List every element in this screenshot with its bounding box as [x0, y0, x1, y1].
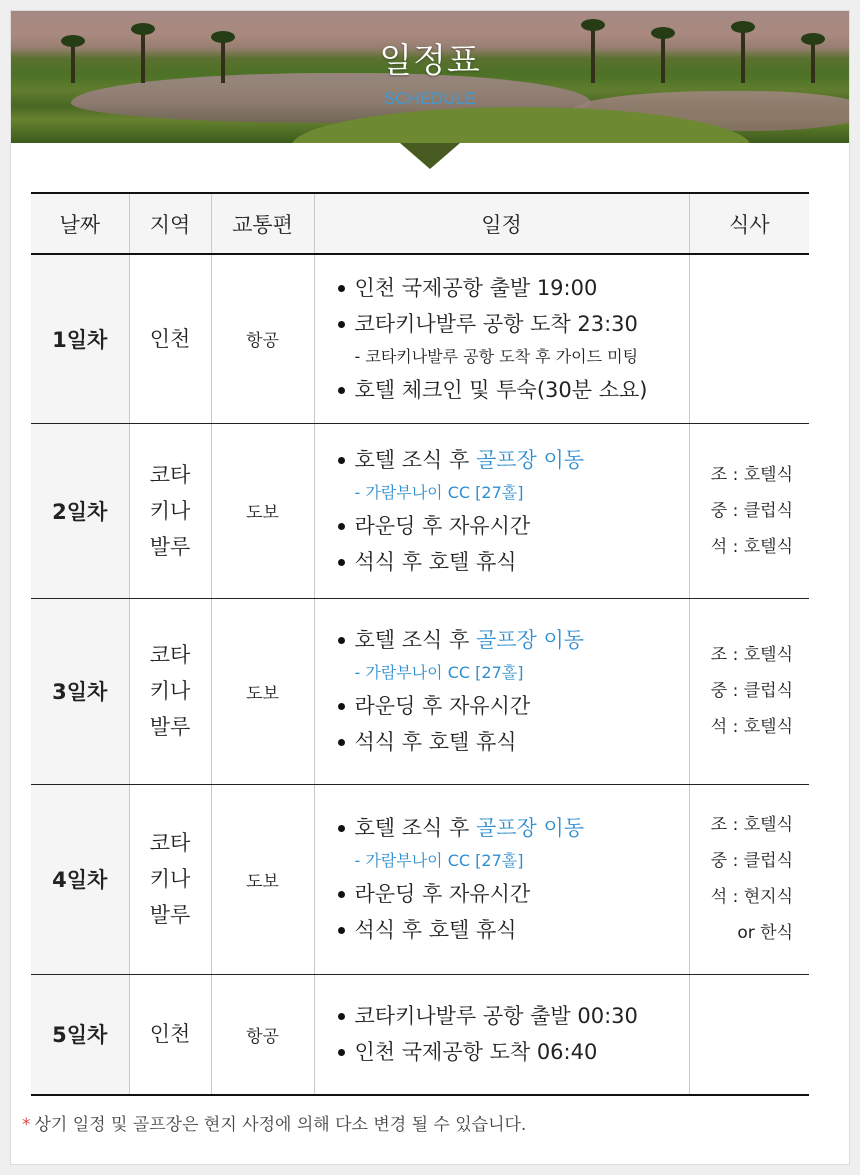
- plan-item-text: 호텔 조식 후: [354, 816, 476, 840]
- footnote: [22, 1110, 526, 1135]
- plan-item: [335, 876, 689, 912]
- region-line: 인천: [149, 326, 191, 351]
- plan-item-text: 호텔 체크인 및 투숙(30분 소요): [354, 377, 648, 402]
- plan-item: [335, 998, 689, 1034]
- plan-sub-item: [335, 658, 689, 688]
- plan-item-text: 라운딩 후 자유시간: [354, 882, 531, 906]
- region-line: 발루: [149, 534, 191, 559]
- plan-cell: [314, 598, 689, 784]
- meal-line: 중 : 클럽식: [710, 851, 793, 871]
- day-cell: 3일차: [31, 598, 129, 784]
- plan-list: [335, 998, 689, 1070]
- region-line: 코타: [149, 462, 191, 487]
- region-line: 인천: [149, 1022, 191, 1047]
- plan-list: [335, 622, 689, 760]
- table-row: [31, 254, 809, 423]
- plan-sub-item: [335, 846, 689, 876]
- plan-item-text: 라운딩 후 자유시간: [354, 694, 531, 718]
- transport-cell: 항공: [211, 974, 314, 1095]
- plan-item-text: 석식 후 호텔 휴식: [354, 549, 517, 574]
- plan-item: [335, 1034, 689, 1070]
- meal-cell: [689, 784, 809, 974]
- table-row: [31, 784, 809, 974]
- region-cell: [129, 974, 211, 1095]
- plan-cell: [314, 254, 689, 423]
- transport-cell: 항공: [211, 254, 314, 423]
- plan-item: [335, 724, 689, 760]
- region-cell: [129, 423, 211, 598]
- banner-image: [11, 11, 849, 143]
- plan-item-text: - 가람부나이 CC [27홀]: [354, 482, 524, 502]
- day-cell: 5일차: [31, 974, 129, 1095]
- plan-item-text: - 가람부나이 CC [27홀]: [354, 663, 524, 682]
- meal-line: 조 : 호텔식: [710, 815, 793, 835]
- table-row: [31, 598, 809, 784]
- banner-pointer: [400, 143, 460, 169]
- plan-list: [335, 270, 689, 408]
- meal-line: 석 : 현지식: [710, 887, 793, 907]
- plan-item: [335, 912, 689, 948]
- plan-item-highlight: 골프장 이동: [475, 628, 585, 652]
- plan-item-text: 석식 후 호텔 휴식: [354, 730, 517, 754]
- plan-item-highlight: 골프장 이동: [475, 447, 585, 472]
- plan-item-text: 라운딩 후 자유시간: [354, 513, 531, 538]
- plan-item-text: 호텔 조식 후: [354, 628, 476, 652]
- plan-item-text: 인천 국제공항 도착 06:40: [354, 1040, 598, 1065]
- table-row: [31, 423, 809, 598]
- plan-item: [335, 622, 689, 658]
- table-row: [31, 974, 809, 1095]
- meal-line: 조 : 호텔식: [710, 464, 793, 485]
- meal-line: or 한식: [737, 923, 793, 943]
- meal-cell: [689, 974, 809, 1095]
- plan-item-text: - 코타키나발루 공항 도착 후 가이드 미팅: [354, 346, 639, 366]
- plan-item-text: 코타키나발루 공항 출발 00:30: [354, 1004, 638, 1029]
- page-title: 일정표: [379, 41, 481, 81]
- meal-line: 중 : 클럽식: [710, 500, 793, 521]
- plan-list: [335, 810, 689, 948]
- region-line: 키나: [149, 867, 191, 891]
- plan-sub-item: [335, 478, 689, 508]
- plan-item: [335, 442, 689, 478]
- transport-cell: 도보: [211, 598, 314, 784]
- transport-cell: 도보: [211, 784, 314, 974]
- plan-item-text: 석식 후 호텔 휴식: [354, 918, 517, 942]
- meal-line: 석 : 호텔식: [710, 536, 793, 557]
- day-cell: 4일차: [31, 784, 129, 974]
- region-cell: [129, 784, 211, 974]
- schedule-table: [31, 192, 809, 1096]
- plan-item: [335, 508, 689, 544]
- region-cell: [129, 254, 211, 423]
- meal-line: 석 : 호텔식: [710, 717, 793, 737]
- plan-item: [335, 372, 689, 408]
- transport-cell: 도보: [211, 423, 314, 598]
- plan-item-text: 호텔 조식 후: [354, 447, 476, 472]
- region-cell: [129, 598, 211, 784]
- meal-cell: [689, 423, 809, 598]
- plan-item-text: - 가람부나이 CC [27홀]: [354, 851, 524, 870]
- day-cell: 1일차: [31, 254, 129, 423]
- plan-item: [335, 270, 689, 306]
- meal-cell: [689, 598, 809, 784]
- region-line: 코타: [149, 831, 191, 855]
- region-line: 키나: [149, 679, 191, 703]
- plan-item-highlight: 골프장 이동: [475, 816, 585, 840]
- page-subtitle: SCHEDULE: [383, 89, 477, 108]
- meal-line: 조 : 호텔식: [710, 645, 793, 665]
- plan-cell: [314, 974, 689, 1095]
- region-line: 키나: [149, 498, 191, 523]
- plan-item-text: 인천 국제공항 출발 19:00: [354, 275, 598, 300]
- plan-cell: [314, 423, 689, 598]
- region-line: 코타: [149, 643, 191, 667]
- column-header-meal: 식사: [689, 193, 809, 254]
- table-header-row: [31, 193, 809, 254]
- region-line: 발루: [149, 715, 191, 739]
- plan-item-text: 코타키나발루 공항 도착 23:30: [354, 311, 638, 336]
- plan-list: [335, 442, 689, 580]
- plan-cell: [314, 784, 689, 974]
- plan-item: [335, 688, 689, 724]
- column-header-transport: 교통편: [211, 193, 314, 254]
- meal-line: 중 : 클럽식: [710, 681, 793, 701]
- meal-cell: [689, 254, 809, 423]
- plan-sub-item: [335, 342, 689, 372]
- footnote-star: *: [22, 1115, 31, 1135]
- day-cell: 2일차: [31, 423, 129, 598]
- region-line: 발루: [149, 903, 191, 927]
- column-header-date: 날짜: [31, 193, 129, 254]
- column-header-region: 지역: [129, 193, 211, 254]
- plan-item: [335, 306, 689, 342]
- footnote-text: 상기 일정 및 골프장은 현지 사정에 의해 다소 변경 될 수 있습니다.: [34, 1115, 527, 1135]
- column-header-plan: 일정: [314, 193, 689, 254]
- plan-item: [335, 810, 689, 846]
- plan-item: [335, 544, 689, 580]
